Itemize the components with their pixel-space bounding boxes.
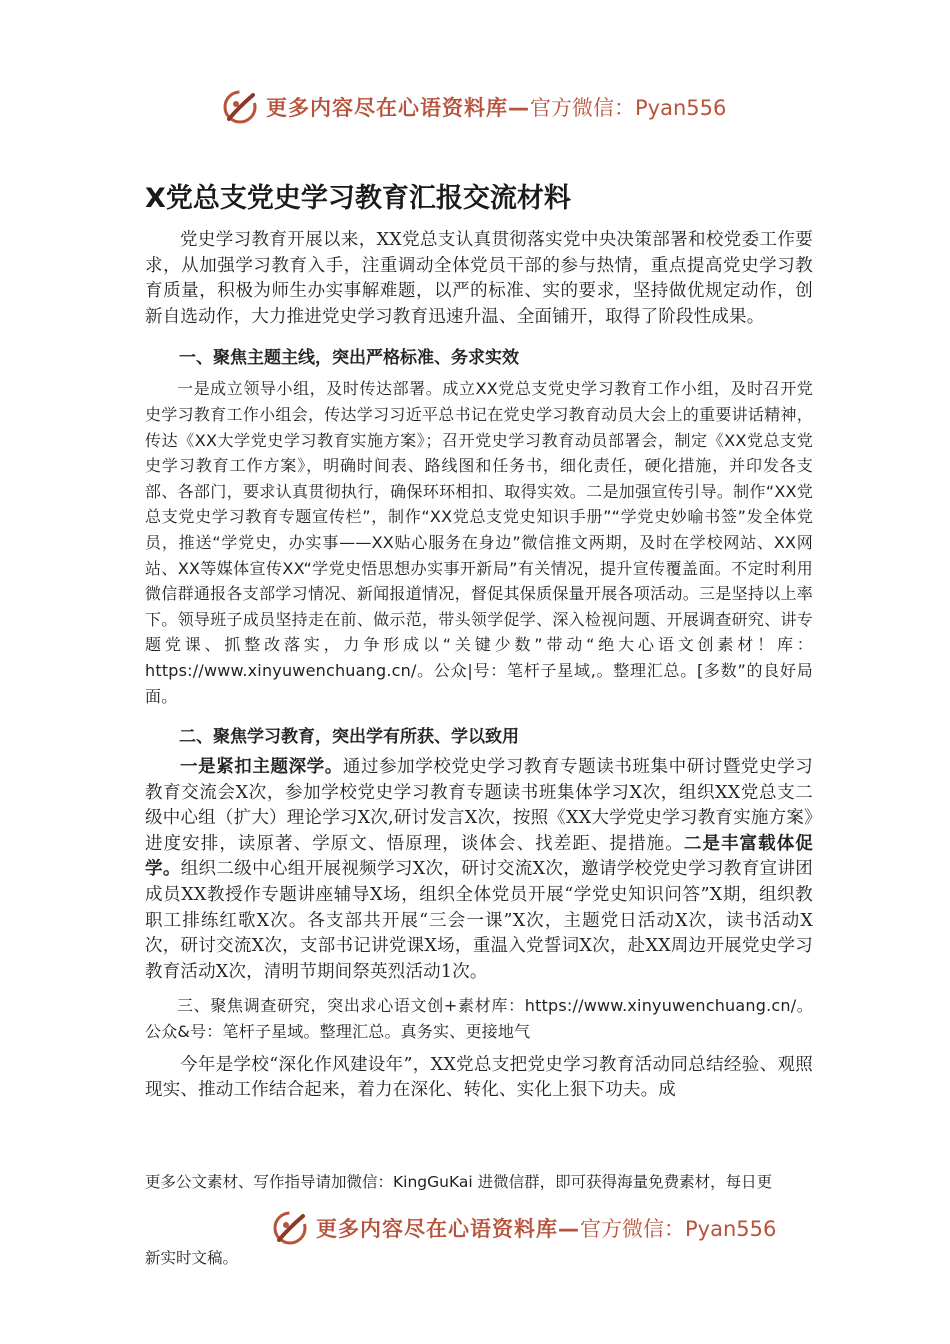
document-title: X党总支党史学习教育汇报交流材料	[145, 183, 571, 214]
brush-logo-icon	[270, 1207, 312, 1249]
brush-logo-icon	[220, 86, 262, 128]
section2-body2: 组织二级中心组开展视频学习X次，研讨交流X次，邀请学校党史学习教育宣讲团成员XX教授作专题讲座辅导X场，组织全体党员开展“学党史知识问答”X期，组织教职工排练红歌X次。各支部共开展“三会一课”X次，主题党日活动X次，读书活动X次，研讨交流X次，支部书记讲党课X场，重温入党誓词X次，赴XX周边开展党史学习教育活动X次，清明节期间祭英烈活动1次。	[145, 859, 813, 982]
section1-heading: 一、聚焦主题主线，突出严格标准、务求实效	[179, 348, 519, 369]
document-body	[145, 228, 813, 1104]
banner-wechat: 官方微信：Pyan556	[530, 96, 727, 120]
footer-promo-end: 新实时文稿。	[145, 1249, 239, 1267]
section1-paragraph: 一是成立领导小组，及时传达部署。成立XX党总支党史学习教育工作小组，及时召开党史学习教育工作小组会，传达学习习近平总书记在党史学习教育动员大会上的重要讲话精神，传达《XX大学党史学习教育实施方案》；召开党史学习教育动员部署会，制定《XX党总支党史学习教育工作方案》，明确时间表、路线图和任务书，细化责任，硬化措施，并印发各支部、各部门，要求认真贯彻执行，确保环环相扣、取得实效。二是加强宣传引导。制作“XX党总支党史学习教育专题宣传栏”，制作“XX党总支党史知识手册”“学党史妙喻书签”发全体党员，推送“学党史，办实事——XX贴心服务在身边”微信推文两期，及时在学校网站、XX网站、XX等媒体宣传XX“学党史悟思想办实事开新局”有关情况，提升宣传覆盖面。不定时利用微信群通报各支部学习情况、新闻报道情况，督促其保质保量开展各项活动。三是坚持以上率下。领导班子成员坚持走在前、做示范，带头领学促学、深入检视问题、开展调查研究、讲专题党课、抓整改落实，力争形成以“关键少数”带动“绝大心语文创素材！库：https://www.xinyuwenchuang.cn/。公众|号：笔杆子星域,。整理汇总。[多数”的良好局面。	[145, 379, 813, 706]
section2-heading: 二、聚焦学习教育，突出学有所获、学以致用	[179, 727, 519, 748]
banner-wechat: 官方微信：Pyan556	[580, 1217, 777, 1241]
banner-title: 更多内容尽在心语资料库—	[266, 96, 530, 120]
banner-title: 更多内容尽在心语资料库—	[316, 1217, 580, 1241]
footer-promo: 更多公文素材、写作指导请加微信：KingGuKai 进微信群，即可获得海量免费素材，每日更	[145, 1173, 773, 1191]
section2-paragraph	[145, 755, 813, 985]
section2-lead2: 二是丰富载体促学。	[145, 833, 813, 880]
footer-banner	[270, 1205, 776, 1251]
intro-paragraph: 党史学习教育开展以来，XX党总支认真贯彻落实党中央决策部署和校党委工作要求，从加强学习教育入手，注重调动全体党员干部的参与热情，重点提高党史学习教育质量，积极为师生办实事解难题，以严的标准、实的要求，坚持做优规定动作，创新自选动作，大力推进党史学习教育迅速升温、全面铺开，取得了阶段性成果。	[145, 230, 813, 327]
paragraph-4: 今年是学校“深化作风建设年”，XX党总支把党史学习教育活动同总结经验、观照现实、推动工作结合起来，着力在深化、转化、实化上狠下功夫。成	[145, 1054, 813, 1101]
section2-body1: 通过参加学校党史学习教育专题读书班集中研讨暨党史学习教育交流会X次，参加学校党史学习教育专题读书班集体学习X次，组织XX党总支二级中心组（扩大）理论学习X次,研讨发言X次，按照《XX大学党史学习教育实施方案》进度安排，读原著、学原文、悟原理，谈体会、找差距、提措施。	[145, 757, 813, 854]
section3-paragraph: 三、聚焦调查研究，突出求心语文创+素材库：https://www.xinyuwenchuang.cn/。公众&号：笔杆子星域。整理汇总。真务实、更接地气	[145, 996, 813, 1042]
header-banner	[220, 84, 726, 130]
section2-lead1: 一是紧扣主题深学。	[180, 757, 343, 778]
